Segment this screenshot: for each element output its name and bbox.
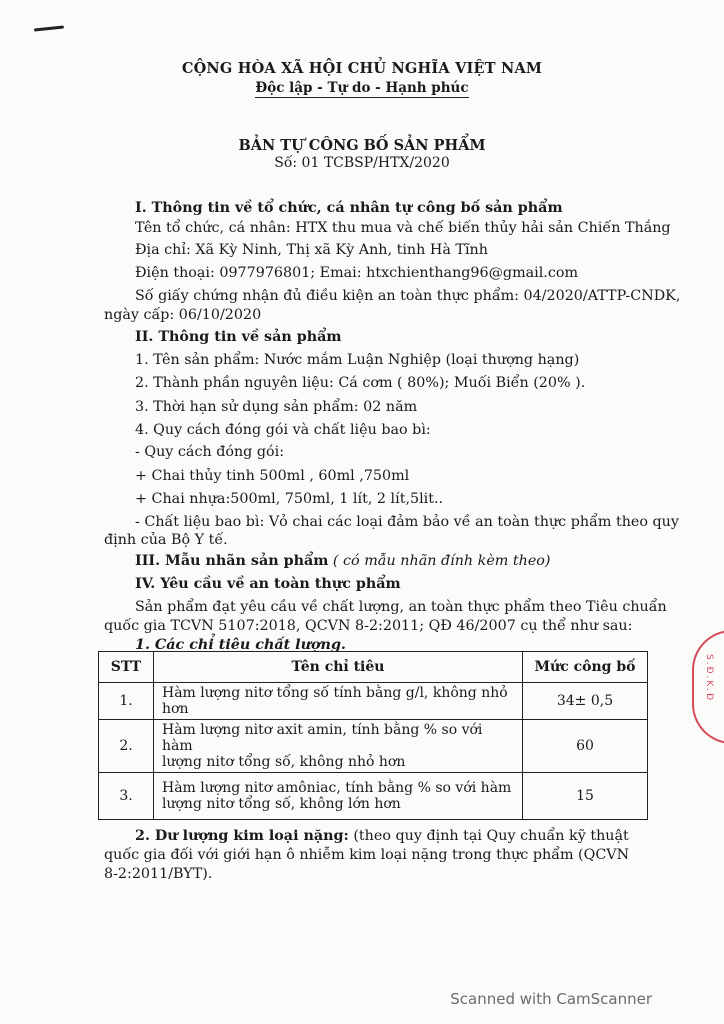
product-item-continuation: định của Bộ Y tế. <box>104 532 228 548</box>
pen-mark <box>34 25 64 31</box>
org-name-line: Tên tổ chức, cá nhân: HTX thu mua và chế biến thủy hải sản Chiến Thắng <box>135 220 671 236</box>
product-item: + Chai nhựa:500ml, 750ml, 1 lít, 2 lít,5lit.. <box>135 491 444 507</box>
section-3-heading-line <box>135 552 654 570</box>
table-row <box>99 773 648 820</box>
product-item: 3. Thời hạn sử dụng sản phẩm: 02 năm <box>135 399 418 415</box>
heavy-metal-text: (theo quy định tại Quy chuẩn kỹ thuật quốc gia đối với giới hạn ô nhiễm kim loại nặng trong thực phẩm (QCVN 8-2:2011/BYT). <box>104 828 630 882</box>
table-header-stt: STT <box>99 652 154 683</box>
criteria-line: Hàm lượng nitơ amôniac, tính bằng % so với hàm <box>162 780 512 796</box>
table-row <box>99 720 648 773</box>
table-cell-stt: 3. <box>99 773 154 820</box>
quality-criteria-heading: 1. Các chỉ tiêu chất lượng. <box>135 637 346 653</box>
table-header-value: Mức công bố <box>523 652 648 683</box>
criteria-line: Hàm lượng nitơ axit amin, tính bằng % so với hàm <box>162 722 483 754</box>
section-4-heading: IV. Yêu cầu về an toàn thực phẩm <box>135 576 401 592</box>
heavy-metal-paragraph <box>104 827 644 884</box>
section-2-heading: II. Thông tin về sản phẩm <box>135 329 342 345</box>
product-item: - Quy cách đóng gói: <box>135 444 285 460</box>
heavy-metal-heading: 2. Dư lượng kim loại nặng: <box>135 828 349 844</box>
scanner-watermark: Scanned with CamScanner <box>450 990 652 1008</box>
stamp-text: S.Đ.K.Đ <box>704 654 714 703</box>
quality-criteria-table <box>98 651 648 820</box>
table-cell-value: 60 <box>523 720 648 773</box>
criteria-line: lượng nitơ tổng số, không nhỏ hơn <box>162 754 406 770</box>
product-item: 1. Tên sản phẩm: Nước mắm Luận Nghiệp (loại thượng hạng) <box>135 352 580 368</box>
cert-line-1: Số giấy chứng nhận đủ điều kiện an toàn thực phẩm: 04/2020/ATTP-CNDK, <box>135 288 681 304</box>
national-title: CỘNG HÒA XÃ HỘI CHỦ NGHĨA VIỆT NAM <box>181 60 543 77</box>
cert-line-2: ngày cấp: 06/10/2020 <box>104 307 262 323</box>
section-1-heading: I. Thông tin về tổ chức, cá nhân tự công bố sản phẩm <box>135 200 563 216</box>
criteria-line: lượng nitơ tổng số, không lớn hơn <box>162 796 401 812</box>
table-header-criteria: Tên chỉ tiêu <box>154 652 523 683</box>
product-item: + Chai thủy tinh 500ml , 60ml ,750ml <box>135 468 410 484</box>
table-cell-value: 34± 0,5 <box>523 683 648 720</box>
table-cell-value: 15 <box>523 773 648 820</box>
product-item: - Chất liệu bao bì: Vỏ chai các loại đảm bảo về an toàn thực phẩm theo quy <box>135 514 679 530</box>
product-item: 2. Thành phần nguyên liệu: Cá cơm ( 80%); Muối Biển (20% ). <box>135 375 586 391</box>
table-cell-criteria <box>154 720 523 773</box>
document-title: BẢN TỰ CÔNG BỐ SẢN PHẨM <box>238 137 486 154</box>
address-line: Địa chỉ: Xã Kỳ Ninh, Thị xã Kỳ Anh, tinh Hà Tĩnh <box>135 242 488 258</box>
red-seal-stamp <box>692 630 724 744</box>
table-cell-stt: 2. <box>99 720 154 773</box>
motto-text: Độc lập - Tự do - Hạnh phúc <box>255 80 469 96</box>
table-row <box>99 683 648 720</box>
national-motto <box>0 80 724 96</box>
section-3-note: ( có mẫu nhãn đính kèm theo) <box>332 553 551 569</box>
requirement-intro-2: quốc gia TCVN 5107:2018, QCVN 8-2:2011; QĐ 46/2007 cụ thể như sau: <box>104 618 633 634</box>
table-cell-stt: 1. <box>99 683 154 720</box>
requirement-intro-1: Sản phẩm đạt yêu cầu về chất lượng, an toàn thực phẩm theo Tiêu chuẩn <box>135 599 667 615</box>
section-3-heading: III. Mẫu nhãn sản phẩm <box>135 553 329 569</box>
product-item: 4. Quy cách đóng gói và chất liệu bao bì: <box>135 422 431 438</box>
criteria-line: Hàm lượng nitơ tổng số tính bằng g/l, không nhỏ hơn <box>162 685 508 717</box>
contact-line: Điện thoại: 0977976801; Emai: htxchienthang96@gmail.com <box>135 265 579 281</box>
table-cell-criteria <box>154 683 523 720</box>
table-cell-criteria <box>154 773 523 820</box>
document-number: Số: 01 TCBSP/HTX/2020 <box>274 155 450 171</box>
